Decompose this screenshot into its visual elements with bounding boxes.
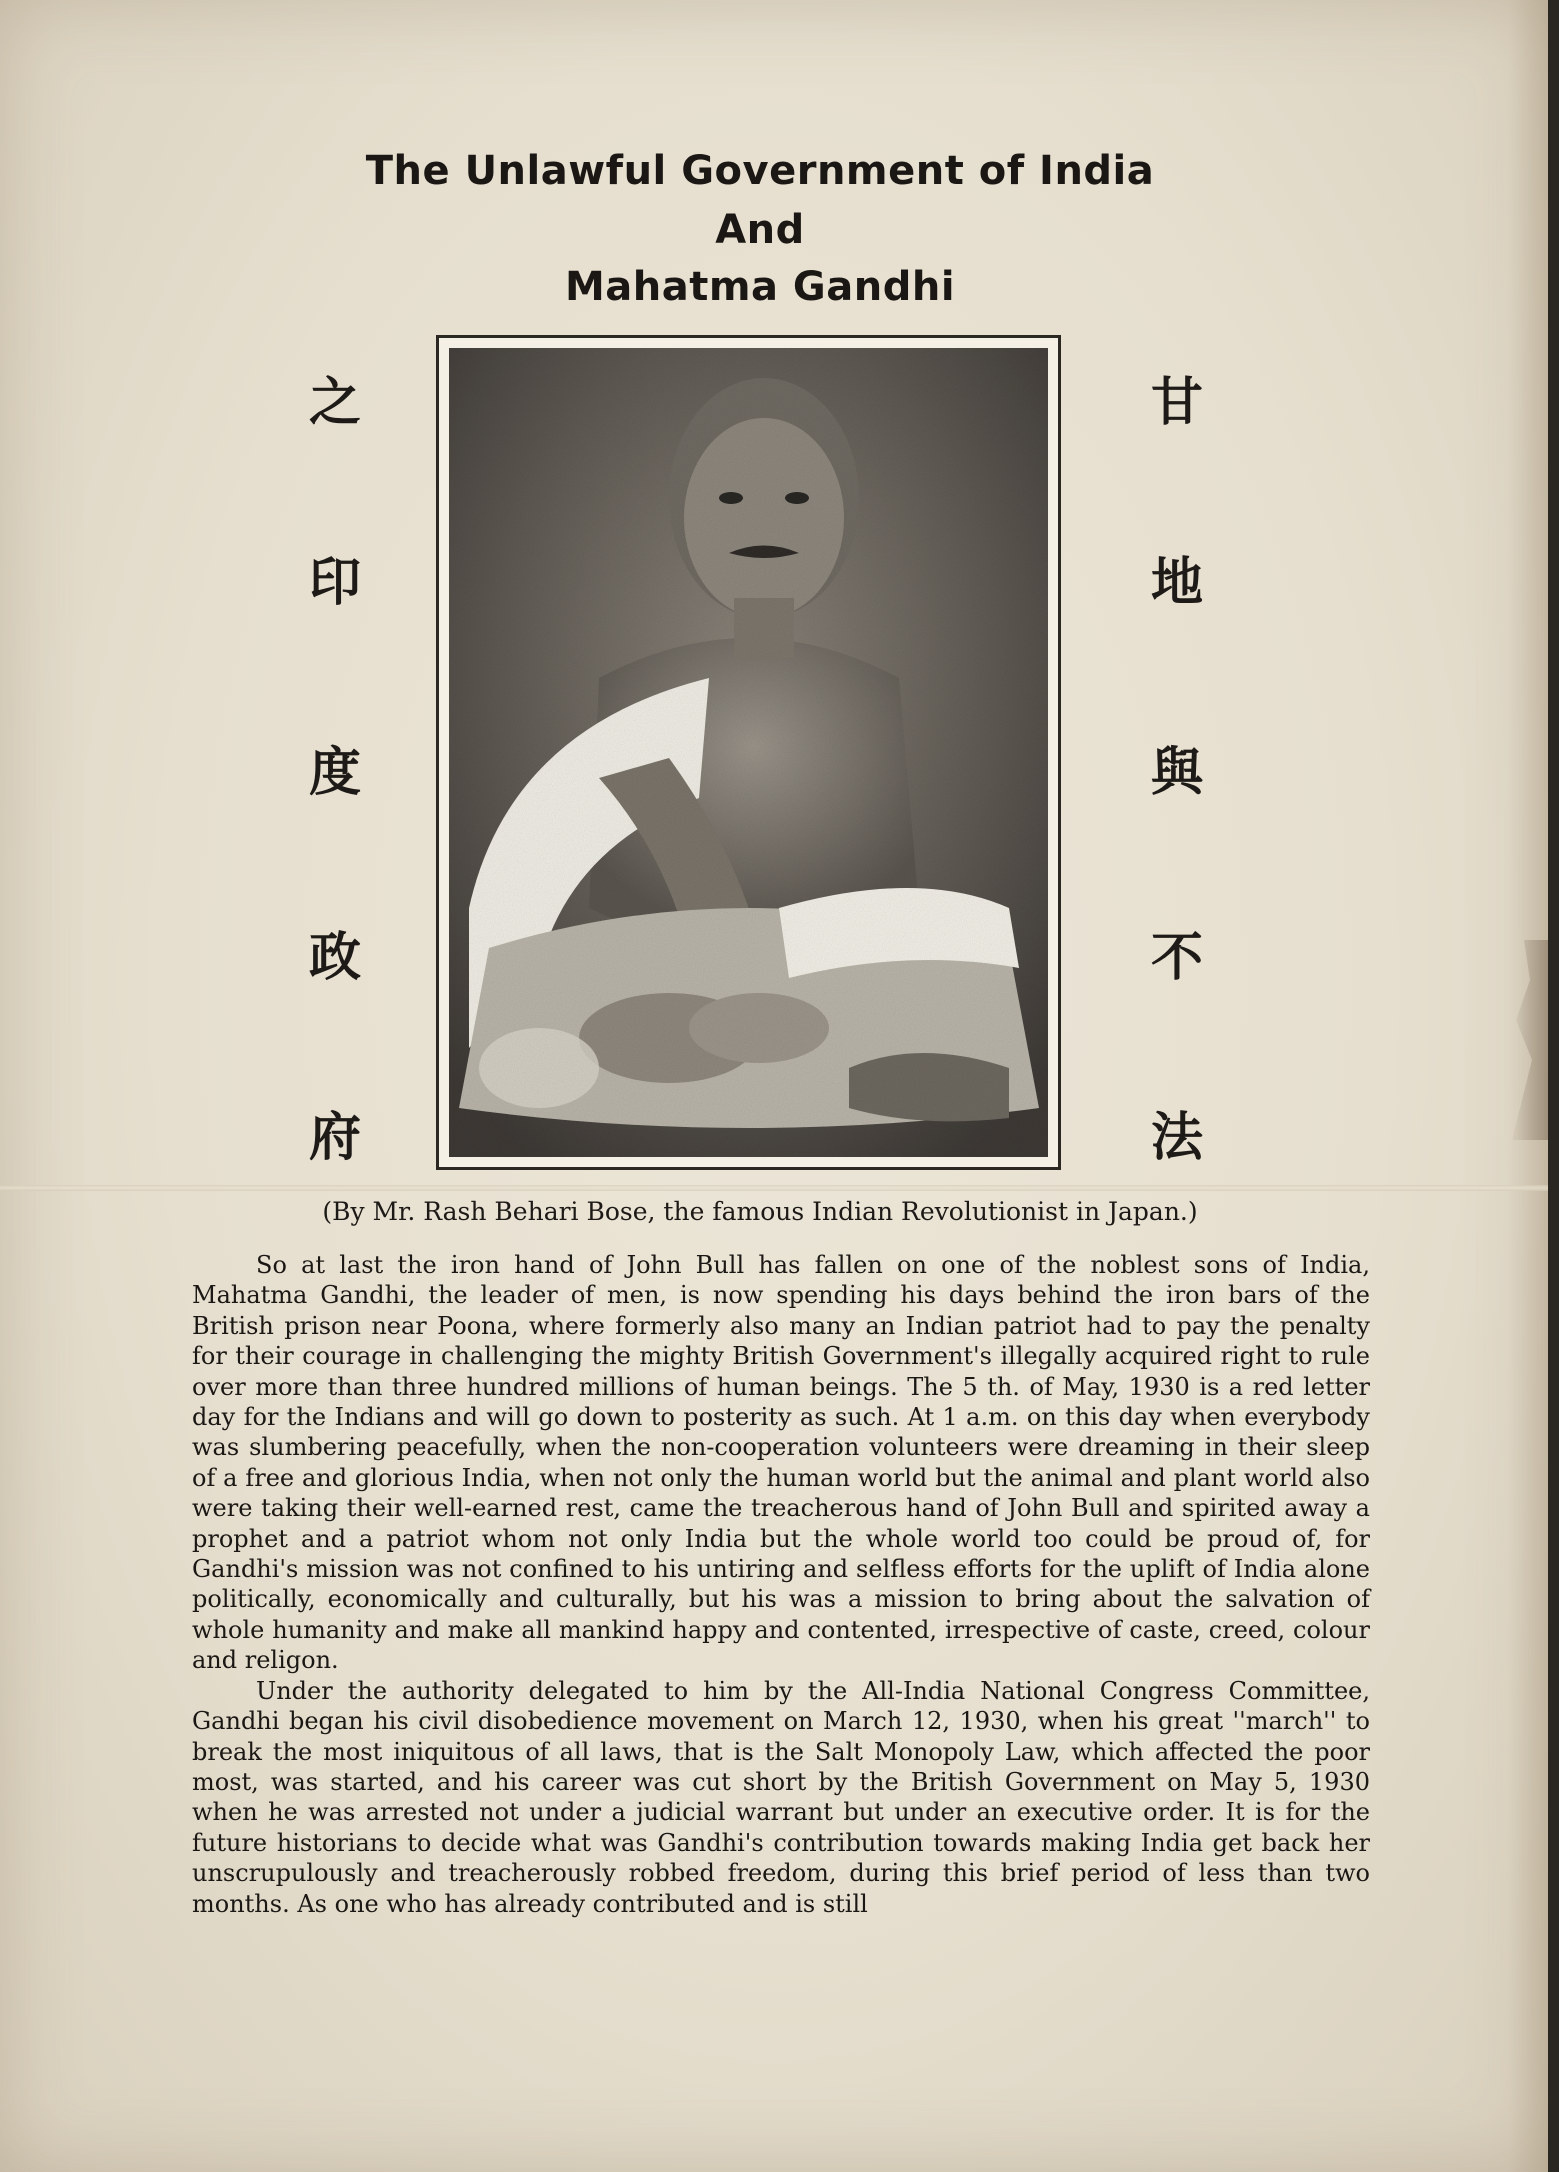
chinese-char: 法 xyxy=(1150,1108,1203,1168)
page-fold xyxy=(0,1185,1548,1191)
article-body xyxy=(192,1250,1370,1919)
byline: (By Mr. Rash Behari Bose, the famous Indian Revolutionist in Japan.) xyxy=(322,1197,1198,1226)
portrait-image xyxy=(449,348,1048,1157)
chinese-char: 印 xyxy=(308,553,361,613)
paragraph: So at last the iron hand of John Bull has fallen on one of the noblest sons of India, Mahatma Gandhi, the leader of men, is now spending his days behind the iron bars of the British prison near Poona, where formerly also many an Indian patriot had to pay the penalty for their courage in challenging the mighty British Government's illegally acquired right to rule over more than three hundred millions of human beings. The 5 th. of May, 1930 is a red letter day for the Indians and will go down to posterity as such. At 1 a.m. on this day when everybody was slumbering peacefully, when the non-cooperation volunteers were dreaming in their sleep of a free and glorious India, when not only the human world but the animal and plant world also were taking their well-earned rest, came the treacherous hand of John Bull and spirited away a prophet and a patriot whom not only India but the whole world too could be proud of, for Gandhi's mission was not confined to his untiring and selfless efforts for the uplift of India alone politically, economically and culturally, but his was a mission to bring about the salvation of whole humanity and make all mankind happy and contented, irrespective of caste, creed, colour and religon. xyxy=(192,1251,1370,1675)
title-line-2: And xyxy=(715,207,805,253)
chinese-char: 政 xyxy=(308,928,361,988)
chinese-char: 不 xyxy=(1150,928,1203,988)
chinese-char: 府 xyxy=(308,1108,361,1168)
chinese-char: 與 xyxy=(1150,743,1203,803)
title-line-1: The Unlawful Government of India xyxy=(365,148,1155,194)
chinese-char: 甘 xyxy=(1150,373,1203,433)
title-line-3: Mahatma Gandhi xyxy=(564,264,956,310)
chinese-char: 之 xyxy=(308,373,361,433)
portrait-photo xyxy=(436,335,1061,1170)
chinese-char: 地 xyxy=(1150,553,1203,613)
chinese-char: 度 xyxy=(308,743,361,803)
paragraph: Under the authority delegated to him by the All-India National Congress Committee, Gandhi began his civil disobedience movement on March 12, 1930, when his great ''march'' to break the most iniquitous of all laws, that is the Salt Monopoly Law, which affected the poor most, was started, and his career was cut short by the British Government on May 5, 1930 when he was arrested not under a judicial warrant but under an executive order. It is for the future historians to decide what was Gandhi's contribution towards making India get back her unscrupulously and treacherously robbed freedom, during this brief period of less than two months. As one who has already contributed and is still xyxy=(192,1676,1370,1918)
